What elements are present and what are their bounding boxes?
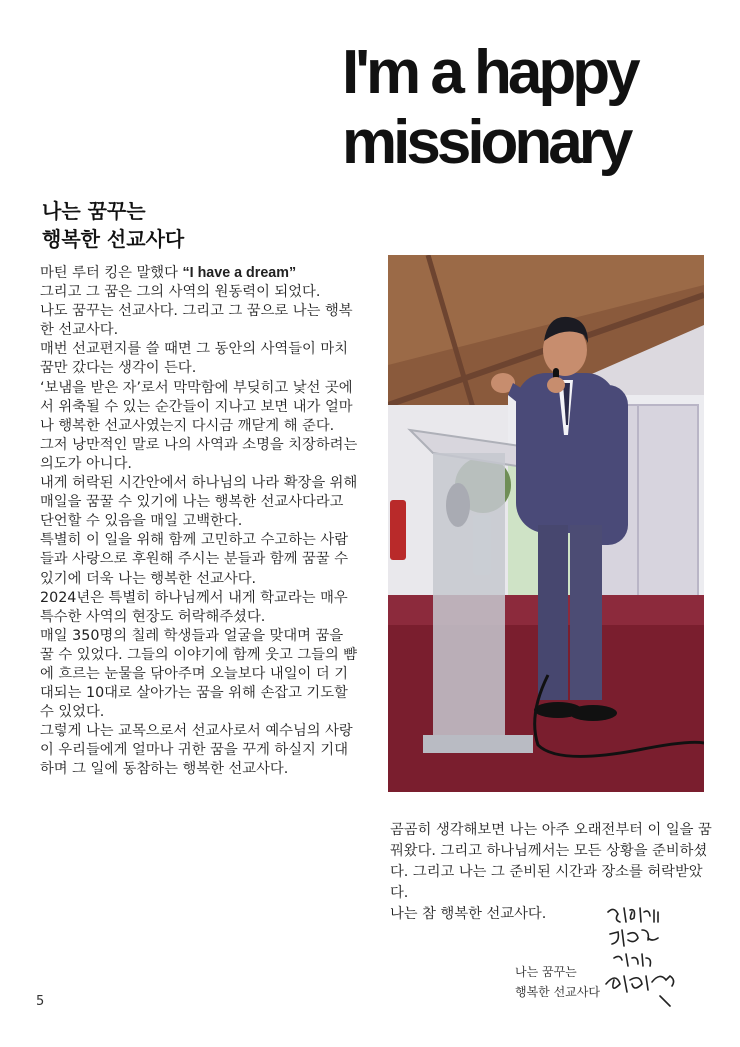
paragraph: 매일 350명의 칠레 학생들과 얼굴을 맞대며 꿈을 꿀 수 있었다. 그들의 이야기에 함께 웃고 그들의 뺨에 흐르는 눈물을 닦아주며 오늘보다 내일이 더 기대되는 10대로 살아가는 꿈을 위해 손잡고 기도할 수 있었다.	[40, 627, 358, 721]
title-line-1: I'm a happy	[342, 38, 637, 107]
paragraph: 그렇게 나는 교목으로서 선교사로서 예수님의 사랑이 우리들에게 얼마나 귀한 꿈을 꾸게 하실지 기대하며 그 일에 동참하는 행복한 선교사다.	[40, 723, 353, 778]
paragraph: 특별히 이 일을 위해 함께 고민하고 수고하는 사람들과 사랑으로 후원해 주시는 분들과 함께 꿈꿀 수 있기에 더욱 나는 행복한 선교사다.	[40, 532, 349, 587]
paragraph: 그저 낭만적인 말로 나의 사역과 소명을 치장하려는 의도가 아니다.	[40, 436, 358, 472]
heading-line-1: 나는 꿈꾸는	[42, 199, 146, 223]
paragraph: 나는 참 행복한 선교사다.	[390, 906, 547, 922]
paragraph: ‘보냄을 받은 자’로서 막막함에 부딪히고 낯선 곳에서 위축될 수 있는 순간들이 지나고 보면 내가 얼마나 행복한 선교사였는지 다시금 깨닫게 해 준다.	[40, 379, 353, 434]
page-number: 5	[36, 994, 45, 1009]
caption-line-1: 나는 꿈꾸는	[515, 965, 577, 979]
paragraph: 2024년은 특별히 하나님께서 내게 학교라는 매우 특수한 사역의 현장도 허락해주셨다.	[40, 589, 348, 625]
paragraph: 나도 꿈꾸는 선교사다. 그리고 그 꿈으로 나는 행복한 선교사다.	[40, 303, 353, 339]
paragraph: 매번 선교편지를 쓸 때면 그 동안의 사역들이 마치 꿈만 갔다는 생각이 든다.	[40, 341, 349, 377]
main-article-text	[40, 264, 358, 780]
quote: “I have a dream”	[182, 265, 297, 281]
title-line-2: missionary	[342, 108, 630, 177]
paragraph: 곰곰히 생각해보면 나는 아주 오래전부터 이 일을 꿈꿔왔다. 그리고 하나님께서는 모든 상황을 준비하셨다. 그리고 나는 그 준비된 시간과 장소를 허락받았다.	[390, 822, 712, 901]
page-title	[342, 38, 702, 178]
section-heading	[42, 197, 184, 253]
signature-caption	[515, 962, 600, 1002]
caption-line-2: 행복한 선교사다	[515, 985, 600, 999]
heading-line-2: 행복한 선교사다	[42, 227, 185, 251]
handwritten-signature	[600, 900, 690, 1010]
paragraph: 마틴 루터 킹은 말했다 “I have a dream” 그리고 그 꿈은 그의 사역의 원동력이 되었다.	[40, 265, 321, 301]
paragraph: 내게 허락된 시간안에서 하나님의 나라 확장을 위해 매일을 꿈꿀 수 있기에 나는 행복한 선교사다라고 단언할 수 있음을 매일 고백한다.	[40, 475, 358, 530]
missionary-preaching-photo	[388, 255, 704, 792]
